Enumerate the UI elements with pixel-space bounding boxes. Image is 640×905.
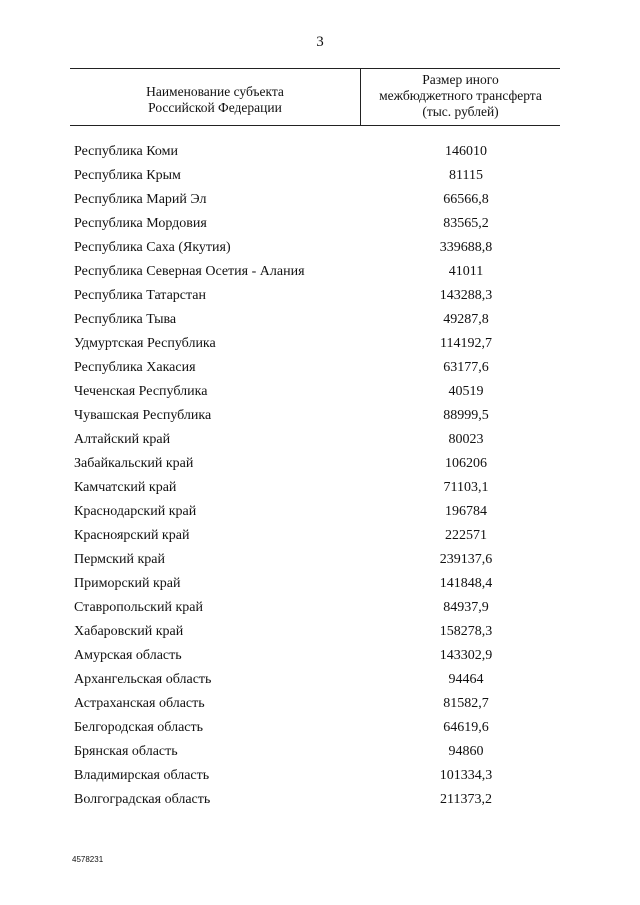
table-row (0, 548, 640, 572)
transfer-amount: 106206 (445, 456, 487, 471)
transfer-amount: 81115 (449, 168, 483, 183)
transfer-amount: 211373,2 (440, 792, 492, 807)
header-amount-line-2: межбюджетного трансферта (379, 88, 542, 103)
region-name: Владимирская область (74, 768, 210, 783)
table-row (0, 140, 640, 164)
table-row (0, 308, 640, 332)
transfer-amount: 64619,6 (443, 720, 489, 735)
transfer-amount: 339688,8 (439, 240, 493, 255)
region-name: Алтайский край (74, 432, 171, 447)
region-name: Архангельская область (74, 672, 212, 687)
transfer-amount: 41011 (448, 264, 484, 279)
region-name: Камчатский край (74, 480, 177, 495)
header-transfer-amount (361, 72, 560, 120)
table-row (0, 476, 640, 500)
transfer-amount: 94860 (448, 744, 484, 759)
transfer-amount: 196784 (445, 504, 487, 519)
table-row (0, 260, 640, 284)
transfer-amount: 222571 (445, 528, 487, 543)
table-row (0, 284, 640, 308)
transfer-amount: 71103,1 (443, 480, 489, 495)
region-name: Астраханская область (74, 696, 205, 711)
transfer-amount: 84937,9 (443, 600, 489, 615)
region-name: Республика Татарстан (74, 288, 207, 303)
transfer-amount: 239137,6 (439, 552, 493, 567)
table-row (0, 188, 640, 212)
region-name: Республика Марий Эл (74, 192, 207, 207)
region-name: Республика Коми (74, 144, 178, 159)
region-name: Брянская область (74, 744, 178, 759)
table-body (0, 140, 640, 812)
table-row (0, 716, 640, 740)
region-name: Ставропольский край (74, 600, 203, 615)
table-row (0, 404, 640, 428)
region-name: Приморский край (74, 576, 181, 591)
region-name: Краснодарский край (74, 504, 197, 519)
header-amount-line-1: Размер иного (422, 72, 499, 87)
region-name: Забайкальский край (74, 456, 194, 471)
transfer-amount: 101334,3 (439, 768, 493, 783)
transfer-amount: 49287,8 (443, 312, 489, 327)
transfer-amount: 94464 (448, 672, 484, 687)
region-name: Чеченская Республика (74, 384, 208, 399)
region-name: Чувашская Республика (74, 408, 212, 423)
region-name: Республика Саха (Якутия) (74, 240, 231, 255)
transfer-amount: 80023 (448, 432, 484, 447)
table-row (0, 452, 640, 476)
region-name: Республика Мордовия (74, 216, 207, 231)
region-name: Республика Крым (74, 168, 181, 183)
transfer-amount: 81582,7 (443, 696, 489, 711)
table-row (0, 644, 640, 668)
table-row (0, 380, 640, 404)
table-row (0, 620, 640, 644)
table-row (0, 740, 640, 764)
region-name: Республика Северная Осетия - Алания (74, 264, 305, 279)
transfer-amount: 143302,9 (439, 648, 493, 663)
table-row (0, 164, 640, 188)
region-name: Красноярский край (74, 528, 190, 543)
region-name: Волгоградская область (74, 792, 211, 807)
table-row (0, 668, 640, 692)
transfer-amount: 83565,2 (443, 216, 489, 231)
table-row (0, 212, 640, 236)
region-name: Белгородская область (74, 720, 204, 735)
transfer-amount: 143288,3 (439, 288, 493, 303)
region-name: Амурская область (74, 648, 182, 663)
table-row (0, 788, 640, 812)
table-row (0, 596, 640, 620)
header-region-line-1: Наименование субъекта (146, 84, 284, 99)
table-row (0, 356, 640, 380)
region-name: Республика Хакасия (74, 360, 196, 375)
transfer-amount: 158278,3 (439, 624, 493, 639)
table-row (0, 236, 640, 260)
transfer-amount: 146010 (445, 144, 487, 159)
transfer-amount: 66566,8 (443, 192, 489, 207)
table-row (0, 428, 640, 452)
table-row (0, 524, 640, 548)
table-row (0, 764, 640, 788)
document-code: 4578231 (72, 855, 104, 864)
transfer-amount: 88999,5 (443, 408, 489, 423)
table-row (0, 332, 640, 356)
table-row (0, 572, 640, 596)
header-region-name (70, 84, 360, 116)
table-row (0, 500, 640, 524)
region-name: Удмуртская Республика (74, 336, 216, 351)
header-region-line-2: Российской Федерации (148, 100, 282, 115)
table-row (0, 692, 640, 716)
header-amount-line-3: (тыс. рублей) (422, 104, 499, 119)
table-header (70, 68, 560, 126)
transfer-amount: 40519 (448, 384, 484, 399)
transfer-amount: 114192,7 (440, 336, 492, 351)
region-name: Хабаровский край (74, 624, 184, 639)
region-name: Республика Тыва (74, 312, 177, 327)
transfer-amount: 141848,4 (439, 576, 493, 591)
page-number: 3 (316, 34, 324, 50)
region-name: Пермский край (74, 552, 165, 567)
transfer-amount: 63177,6 (443, 360, 489, 375)
